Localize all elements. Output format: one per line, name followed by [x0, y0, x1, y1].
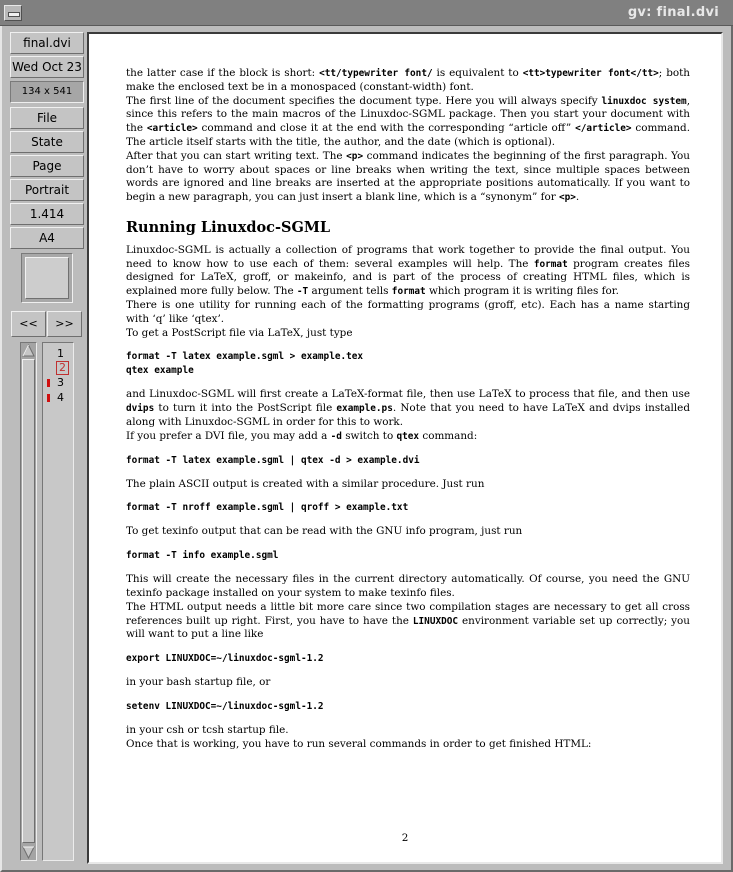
code-line: format -T latex example.sgml > example.tex: [126, 351, 364, 363]
paragraph: Once that is working, you have to run several commands in order to get finished HTML:: [126, 737, 592, 750]
window-menu-button[interactable]: [4, 5, 22, 21]
paragraph: If you prefer a DVI file, you may add a -d switch to qtex command:: [126, 429, 478, 442]
scroll-down-arrow-icon[interactable]: [22, 846, 35, 859]
document-page: [126, 67, 690, 752]
page-size-info: 134 x 541: [10, 81, 84, 103]
page-number: 2: [401, 832, 409, 844]
scale-button[interactable]: 1.414: [10, 203, 84, 225]
paragraph: The plain ASCII output is created with a similar procedure. Just run: [126, 477, 485, 490]
paragraph: There is one utility for running each of the formatting programs (groff, etc). Each has a name starting with ‘q’ like ‘qtex’.: [126, 298, 690, 325]
file-menu-button[interactable]: File: [10, 107, 84, 129]
code-line: format -T info example.sgml: [126, 550, 279, 562]
scroll-thumb[interactable]: [22, 359, 35, 843]
page-list-item-current[interactable]: [43, 361, 73, 375]
paragraph: To get texinfo output that can be read with the GNU info program, just run: [126, 525, 523, 538]
file-name-label[interactable]: final.dvi: [10, 32, 84, 54]
page-list-item[interactable]: [43, 391, 73, 405]
paragraph: the latter case if the block is short: <tt/typewriter font/ is equivalent to <tt>typewriter font</tt>; both make the enclosed text be in a monospaced (constant-width) font.: [126, 67, 690, 93]
page-mark-icon: [47, 379, 50, 387]
code-line: export LINUXDOC=~/linuxdoc-sgml-1.2: [126, 653, 324, 665]
paragraph: This will create the necessary files in the current directory automatically. Of course, you need the GNU texinfo package installed on your system to make texinfo files.: [126, 573, 690, 599]
page-list-scrollbar[interactable]: [20, 342, 37, 861]
date-label: Wed Oct 23: [10, 56, 84, 78]
paper-size-button[interactable]: A4: [10, 227, 84, 249]
document-viewport[interactable]: [87, 32, 723, 864]
page-list-item[interactable]: [43, 347, 73, 361]
orientation-button[interactable]: Portrait: [10, 179, 84, 201]
code-line: format -T latex example.sgml | qtex -d > example.dvi: [126, 454, 420, 466]
page-panner[interactable]: [21, 253, 73, 303]
paragraph: The first line of the document specifies the document type. Here you will always specify linuxdoc system, since this refers to the main macros of the Linuxdoc-SGML package. Then you start your document with the <article> command and close it at the end with the corresponding “article off” </article> command. The article itself starts with the title, the author, and the date (which is optional).: [126, 94, 690, 148]
page-list-item-number: 1: [57, 347, 64, 360]
code-line: qtex example: [126, 365, 194, 377]
section-heading: Running Linuxdoc-SGML: [126, 218, 331, 236]
page-mark-icon: [47, 394, 50, 402]
code-line: format -T nroff example.sgml | qroff > example.txt: [126, 502, 409, 514]
panner-slider[interactable]: [25, 257, 69, 299]
paragraph: To get a PostScript file via LaTeX, just type: [126, 326, 353, 339]
page-list-item-number: 2: [56, 361, 69, 375]
code-line: setenv LINUXDOC=~/linuxdoc-sgml-1.2: [126, 700, 324, 712]
scroll-up-arrow-icon[interactable]: [22, 344, 35, 357]
paragraph: The HTML output needs a little bit more care since two compilation stages are necessary to get all cross references built up right. First, you have to have the LINUXDOC environment variable set up correctly; you will want to put a line like: [126, 600, 690, 641]
paragraph: and Linuxdoc-SGML will first create a LaTeX-format file, then use LaTeX to process that file, and then use dvips to turn it into the PostScript file example.ps. Note that you need to have LaTeX and dvips installed along with Linuxdoc-SGML in order for this to work.: [126, 388, 690, 428]
state-menu-button[interactable]: State: [10, 131, 84, 153]
page-list-item-number: 4: [57, 391, 64, 404]
title-bar[interactable]: [0, 0, 733, 26]
page-list-item-number: 3: [57, 376, 64, 389]
page-list-item[interactable]: [43, 376, 73, 390]
page-menu-button[interactable]: Page: [10, 155, 84, 177]
page-list[interactable]: [42, 342, 74, 861]
prev-page-button[interactable]: <<: [11, 311, 46, 337]
paragraph: in your csh or tcsh startup file.: [126, 723, 289, 736]
paragraph: After that you can start writing text. The <p> command indicates the beginning of the first paragraph. You don’t have to worry about spaces or line breaks when writing the text, since multiple spaces between words are ignored and line breaks are inserted at the appropriate positions automatically. If you want to begin a new paragraph, you can just insert a blank line, which is a “synonym” for <p>.: [126, 149, 691, 204]
paragraph: in your bash startup file, or: [126, 676, 271, 689]
window-title: gv: final.dvi: [627, 5, 719, 20]
paragraph: Linuxdoc-SGML is actually a collection of programs that work together to provide the final output. You need to know how to use each of them: several examples will help. The format program creates files designed for LaTeX, groff, or makeinfo, and is part of the process of creating HTML files, which is explained more fully below. The -T argument tells format which program it is writing files for.: [126, 243, 690, 298]
next-page-button[interactable]: >>: [47, 311, 82, 337]
